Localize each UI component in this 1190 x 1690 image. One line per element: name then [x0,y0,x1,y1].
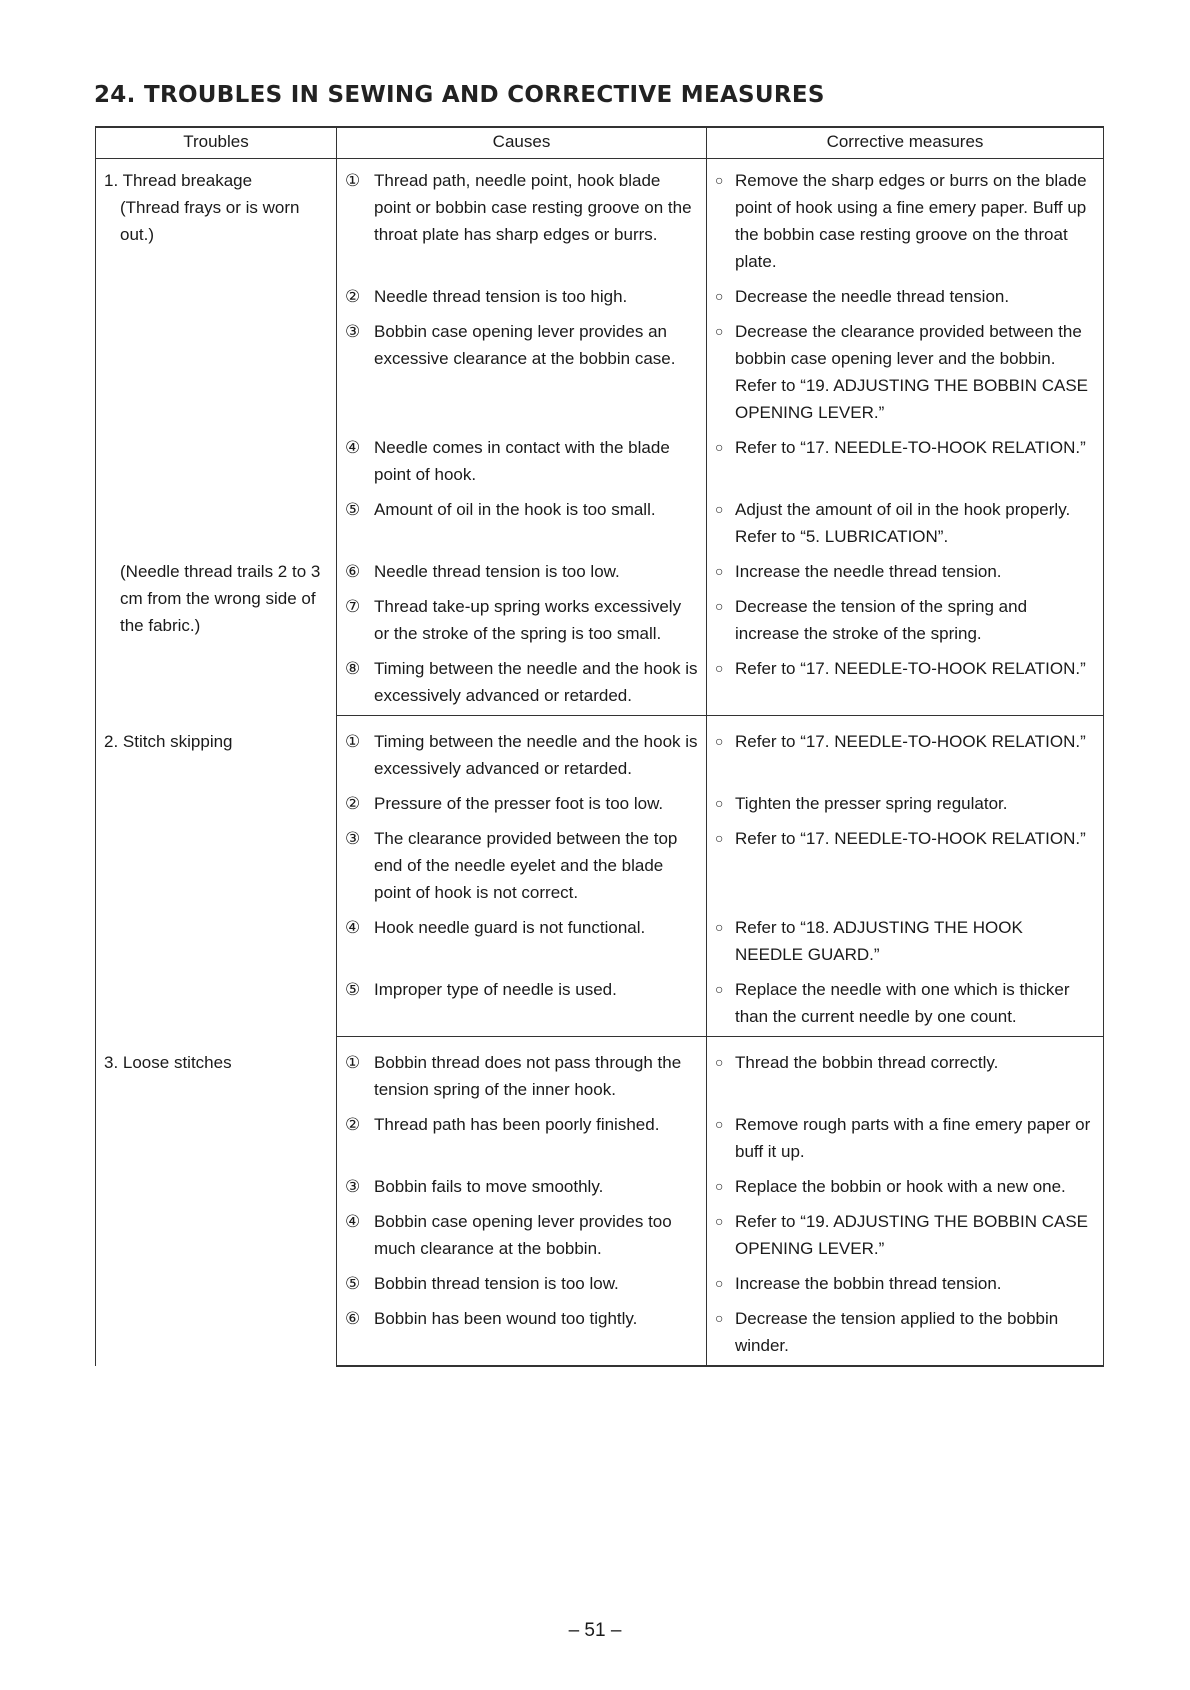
cause-text: Amount of oil in the hook is too small. [374,500,656,519]
cause-cell [337,788,707,823]
cause-cell [337,1037,707,1110]
cause-text: Needle thread tension is too low. [374,562,620,581]
cause-text: Improper type of needle is used. [374,980,617,999]
cause-text: Thread path has been poorly finished. [374,1115,660,1134]
cause-text: Timing between the needle and the hook is excessively advanced or retarded. [374,659,698,705]
measure-note: Refer to “5. LUBRICATION”. [735,527,949,546]
header-causes: Causes [337,127,707,159]
bullet-icon: ○ [715,919,724,935]
bullet-icon: ○ [715,172,724,188]
bullet-icon: ○ [715,288,724,304]
cause-text: Needle thread tension is too high. [374,287,628,306]
measure-cell [707,823,1104,912]
bullet-icon: ○ [715,1178,724,1194]
bullet-icon: ○ [715,795,724,811]
cause-cell [337,432,707,494]
measure-cell [707,281,1104,316]
cause-text: Bobbin fails to move smoothly. [374,1177,604,1196]
bullet-icon: ○ [715,1054,724,1070]
troubles-table [95,126,1104,1367]
trouble-cell-thread-breakage [96,159,337,557]
cause-text: Bobbin has been wound too tightly. [374,1309,638,1328]
bullet-icon: ○ [715,598,724,614]
item-number: ① [345,1053,361,1072]
measure-cell [707,1109,1104,1171]
trouble-cell-stitch-skipping [96,716,337,1037]
cause-cell [337,281,707,316]
cause-cell [337,1268,707,1303]
item-number: ⑥ [345,562,361,581]
measure-text: Decrease the tension of the spring and increase the stroke of the spring. [735,597,1028,643]
trouble-note-cell [96,556,337,716]
bullet-icon: ○ [715,660,724,676]
measure-cell [707,1206,1104,1268]
trouble-note: (Needle thread trails 2 to 3 cm from the wrong side of the fabric.) [120,562,321,635]
measure-text: Thread the bobbin thread correctly. [735,1053,999,1072]
item-number: ① [345,171,361,190]
measure-cell [707,591,1104,653]
measure-text: Increase the bobbin thread tension. [735,1274,1002,1293]
table-row [96,716,1104,789]
item-number: ② [345,1115,361,1134]
bullet-icon: ○ [715,1116,724,1132]
item-number: ③ [345,322,361,341]
measure-text: Refer to “17. NEEDLE-TO-HOOK RELATION.” [735,732,1086,751]
table-row [96,1037,1104,1110]
measure-cell [707,653,1104,716]
trouble-note: (Thread frays or is worn out.) [120,198,300,244]
item-number: ⑧ [345,659,361,678]
bullet-icon: ○ [715,830,724,846]
measure-text: Refer to “17. NEEDLE-TO-HOOK RELATION.” [735,659,1086,678]
cause-cell [337,494,707,556]
measure-cell [707,974,1104,1037]
measure-text: Refer to “18. ADJUSTING THE HOOK NEEDLE GUARD.” [735,918,1023,964]
page-title: 24. TROUBLES IN SEWING AND CORRECTIVE MEASURES [94,82,825,108]
measure-text: Increase the needle thread tension. [735,562,1002,581]
measure-cell [707,912,1104,974]
measure-text: Refer to “17. NEEDLE-TO-HOOK RELATION.” [735,438,1086,457]
measure-text: Adjust the amount of oil in the hook properly. [735,500,1071,519]
bullet-icon: ○ [715,1213,724,1229]
bullet-icon: ○ [715,1275,724,1291]
measure-cell [707,716,1104,789]
item-number: ⑤ [345,980,361,999]
trouble-title: 3. Loose stitches [104,1052,232,1072]
item-number: ③ [345,829,361,848]
table-row [96,556,1104,591]
cause-text: Thread path, needle point, hook blade point or bobbin case resting groove on the throat plate has sharp edges or burrs. [374,171,692,244]
measure-text: Replace the bobbin or hook with a new one. [735,1177,1066,1196]
header-corrective-measures: Corrective measures [707,127,1104,159]
item-number: ④ [345,438,361,457]
trouble-title: 2. Stitch skipping [104,731,233,751]
cause-cell [337,1171,707,1206]
cause-text: Timing between the needle and the hook is excessively advanced or retarded. [374,732,698,778]
cause-cell [337,1206,707,1268]
measure-text: Remove the sharp edges or burrs on the blade point of hook using a fine emery paper. Buff up the bobbin case resting groove on the throat plate. [735,171,1087,271]
cause-cell [337,974,707,1037]
cause-text: Pressure of the presser foot is too low. [374,794,664,813]
measure-text: Decrease the needle thread tension. [735,287,1010,306]
measure-text: Decrease the clearance provided between the bobbin case opening lever and the bobbin. [735,322,1082,368]
measure-cell [707,1037,1104,1110]
cause-cell [337,1303,707,1366]
table-header-row [96,127,1104,159]
measure-note: Refer to “19. ADJUSTING THE BOBBIN CASE OPENING LEVER.” [735,376,1089,422]
measure-text: Replace the needle with one which is thicker than the current needle by one count. [735,980,1070,1026]
measure-cell [707,1303,1104,1366]
item-number: ⑤ [345,500,361,519]
measure-cell [707,788,1104,823]
item-number: ③ [345,1177,361,1196]
bullet-icon: ○ [715,981,724,997]
bullet-icon: ○ [715,439,724,455]
cause-cell [337,1109,707,1171]
page-number: – 51 – [568,1620,622,1641]
measure-cell [707,1268,1104,1303]
measure-cell [707,432,1104,494]
measure-cell [707,1171,1104,1206]
item-number: ① [345,732,361,751]
item-number: ⑥ [345,1309,361,1328]
cause-text: The clearance provided between the top end of the needle eyelet and the blade point of hook is not correct. [374,829,678,902]
cause-text: Bobbin case opening lever provides an excessive clearance at the bobbin case. [374,322,676,368]
item-number: ⑦ [345,597,361,616]
cause-cell [337,823,707,912]
cause-cell [337,716,707,789]
item-number: ④ [345,918,361,937]
cause-text: Bobbin thread does not pass through the tension spring of the inner hook. [374,1053,682,1099]
cause-text: Thread take-up spring works excessively or the stroke of the spring is too small. [374,597,682,643]
cause-text: Needle comes in contact with the blade point of hook. [374,438,670,484]
bullet-icon: ○ [715,563,724,579]
measure-cell [707,556,1104,591]
item-number: ② [345,794,361,813]
measure-cell [707,494,1104,556]
item-number: ② [345,287,361,306]
measure-text: Remove rough parts with a fine emery paper or buff it up. [735,1115,1091,1161]
measure-cell [707,316,1104,432]
trouble-title: 1. Thread breakage [104,171,253,190]
header-troubles: Troubles [96,127,337,159]
measure-text: Refer to “19. ADJUSTING THE BOBBIN CASE OPENING LEVER.” [735,1212,1089,1258]
table-row [96,159,1104,282]
cause-text: Bobbin case opening lever provides too much clearance at the bobbin. [374,1212,672,1258]
item-number: ④ [345,1212,361,1231]
bullet-icon: ○ [715,323,724,339]
cause-cell [337,316,707,432]
cause-cell [337,591,707,653]
cause-cell [337,653,707,716]
measure-text: Decrease the tension applied to the bobbin winder. [735,1309,1059,1355]
measure-text: Tighten the presser spring regulator. [735,794,1008,813]
cause-cell [337,159,707,282]
item-number: ⑤ [345,1274,361,1293]
measure-cell [707,159,1104,282]
trouble-cell-loose-stitches [96,1037,337,1367]
bullet-icon: ○ [715,501,724,517]
cause-cell [337,556,707,591]
cause-text: Bobbin thread tension is too low. [374,1274,619,1293]
bullet-icon: ○ [715,733,724,749]
bullet-icon: ○ [715,1310,724,1326]
measure-text: Refer to “17. NEEDLE-TO-HOOK RELATION.” [735,829,1086,848]
cause-cell [337,912,707,974]
cause-text: Hook needle guard is not functional. [374,918,646,937]
